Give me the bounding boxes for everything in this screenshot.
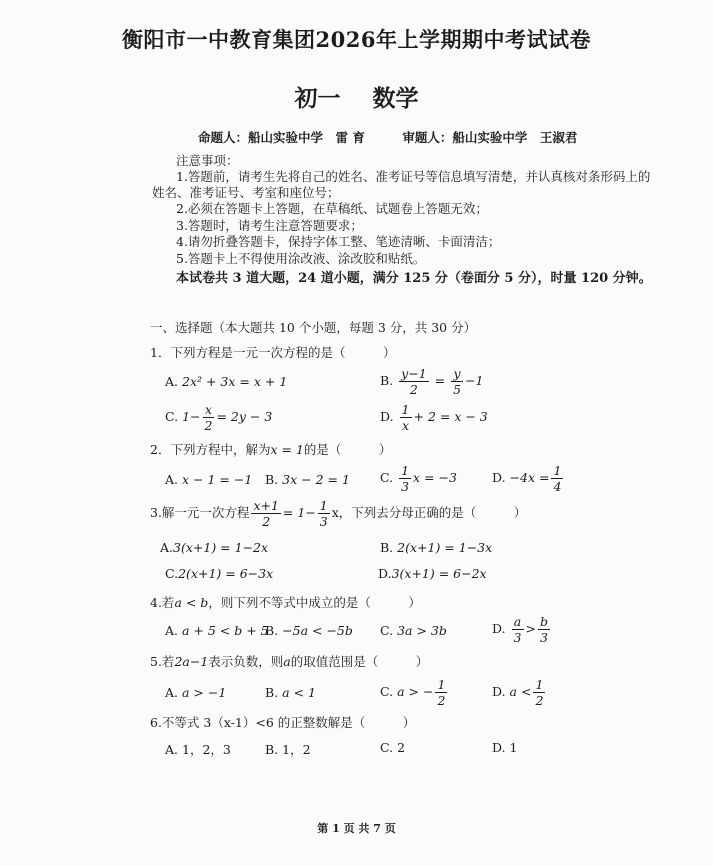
q1-option-d: D. $\frac{1}{x}$ + 2 = x − 3	[380, 402, 488, 433]
q5-option-b: B. a < 1	[265, 685, 316, 700]
instruction-item: 5.答题卡上不得使用涂改液、涂改胶和贴纸。	[176, 251, 426, 266]
question-5-stem: 5.若2a−1表示负数，则a的取值范围是（ ）	[150, 654, 429, 669]
q2-option-a: A. x − 1 = −1	[165, 472, 253, 487]
q6-option-d: D. 1	[492, 740, 518, 755]
q3-option-c: C.2(x+1) = 6−3x	[165, 566, 274, 581]
q2-option-d: D. −4x = $\frac{1}{4}$	[492, 463, 562, 494]
q5-option-c: C. a > − $\frac{1}{2}$	[380, 677, 446, 708]
q4-option-b: B. −5a < −5b	[265, 623, 353, 638]
exam-title: 衡阳市一中教育集团2026年上学期期中考试试卷	[122, 27, 591, 52]
page-footer: 第 1 页 共 7 页	[317, 822, 396, 835]
instruction-item: 2.必须在答题卡上答题，在草稿纸、试题卷上答题无效；	[176, 201, 488, 216]
q4-option-c: C. 3a > 3b	[380, 623, 447, 638]
instructions-heading: 注意事项：	[176, 153, 239, 168]
q3-option-a: A.3(x+1) = 1−2x	[160, 540, 269, 555]
q2-option-b: B. 3x − 2 = 1	[265, 472, 350, 487]
q6-option-b: B. 1，2	[265, 742, 311, 757]
q1-option-a: A. 2x² + 3x = x + 1	[165, 374, 288, 389]
q4-option-a: A. a + 5 < b + 5	[165, 623, 269, 638]
instruction-item: 姓名、准考证号、考室和座位号；	[152, 185, 340, 200]
q3-option-b: B. 2(x+1) = 1−3x	[380, 540, 493, 555]
exam-subtitle	[0, 80, 713, 113]
question-3-stem: 3.解一元一次方程 $\frac{x+1}{2}$ = 1− $\frac{1}{3}$ x，下列去分母正确的是（ ）	[150, 498, 527, 529]
instruction-item: 4.请勿折叠答题卡，保持字体工整、笔迹清晰、卡面清洁；	[176, 234, 501, 249]
q6-option-a: A. 1，2，3	[165, 742, 231, 757]
question-4-stem: 4.若a < b，则下列不等式中成立的是（ ）	[150, 595, 421, 610]
q3-option-d: D.3(x+1) = 6−2x	[378, 566, 487, 581]
q2-option-c: C. $\frac{1}{3}$ x = −3	[380, 463, 457, 494]
question-6-stem: 6.不等式 3（x-1）<6 的正整数解是（ ）	[150, 715, 416, 730]
grade-label: 初一	[294, 85, 341, 112]
q5-option-a: A. a > −1	[165, 685, 227, 700]
section-heading: 一、选择题（本大题共 10 个小题，每题 3 分，共 30 分）	[150, 320, 477, 335]
q1-option-b: B. $\frac{y-1}{2}$ = $\frac{y}{5}$ −1	[380, 366, 484, 397]
subject-label: 数学	[372, 85, 419, 112]
author-line: 命题人：船山实验中学 雷 育 审题人：船山实验中学 王淑君	[198, 130, 578, 145]
q1-option-c: C. 1− $\frac{x}{2}$ = 2y − 3	[165, 402, 273, 433]
q6-option-c: C. 2	[380, 740, 406, 755]
exam-summary: 本试卷共 3 道大题，24 道小题，满分 125 分（卷面分 5 分），时量 120 分钟。	[176, 271, 652, 286]
q4-option-d: D. $\frac{a}{3}$ > $\frac{b}{3}$	[492, 614, 548, 645]
instruction-item: 3.答题时，请考生注意答题要求；	[176, 218, 363, 233]
instruction-item: 1.答题前，请考生先将自己的姓名、准考证号等信息填写清楚，并认真核对条形码上的	[176, 169, 651, 184]
question-1-stem: 1．下列方程是一元一次方程的是（ ）	[150, 345, 396, 360]
question-2-stem: 2．下列方程中，解为x = 1的是（ ）	[150, 442, 392, 457]
q5-option-d: D. a < $\frac{1}{2}$	[492, 677, 544, 708]
